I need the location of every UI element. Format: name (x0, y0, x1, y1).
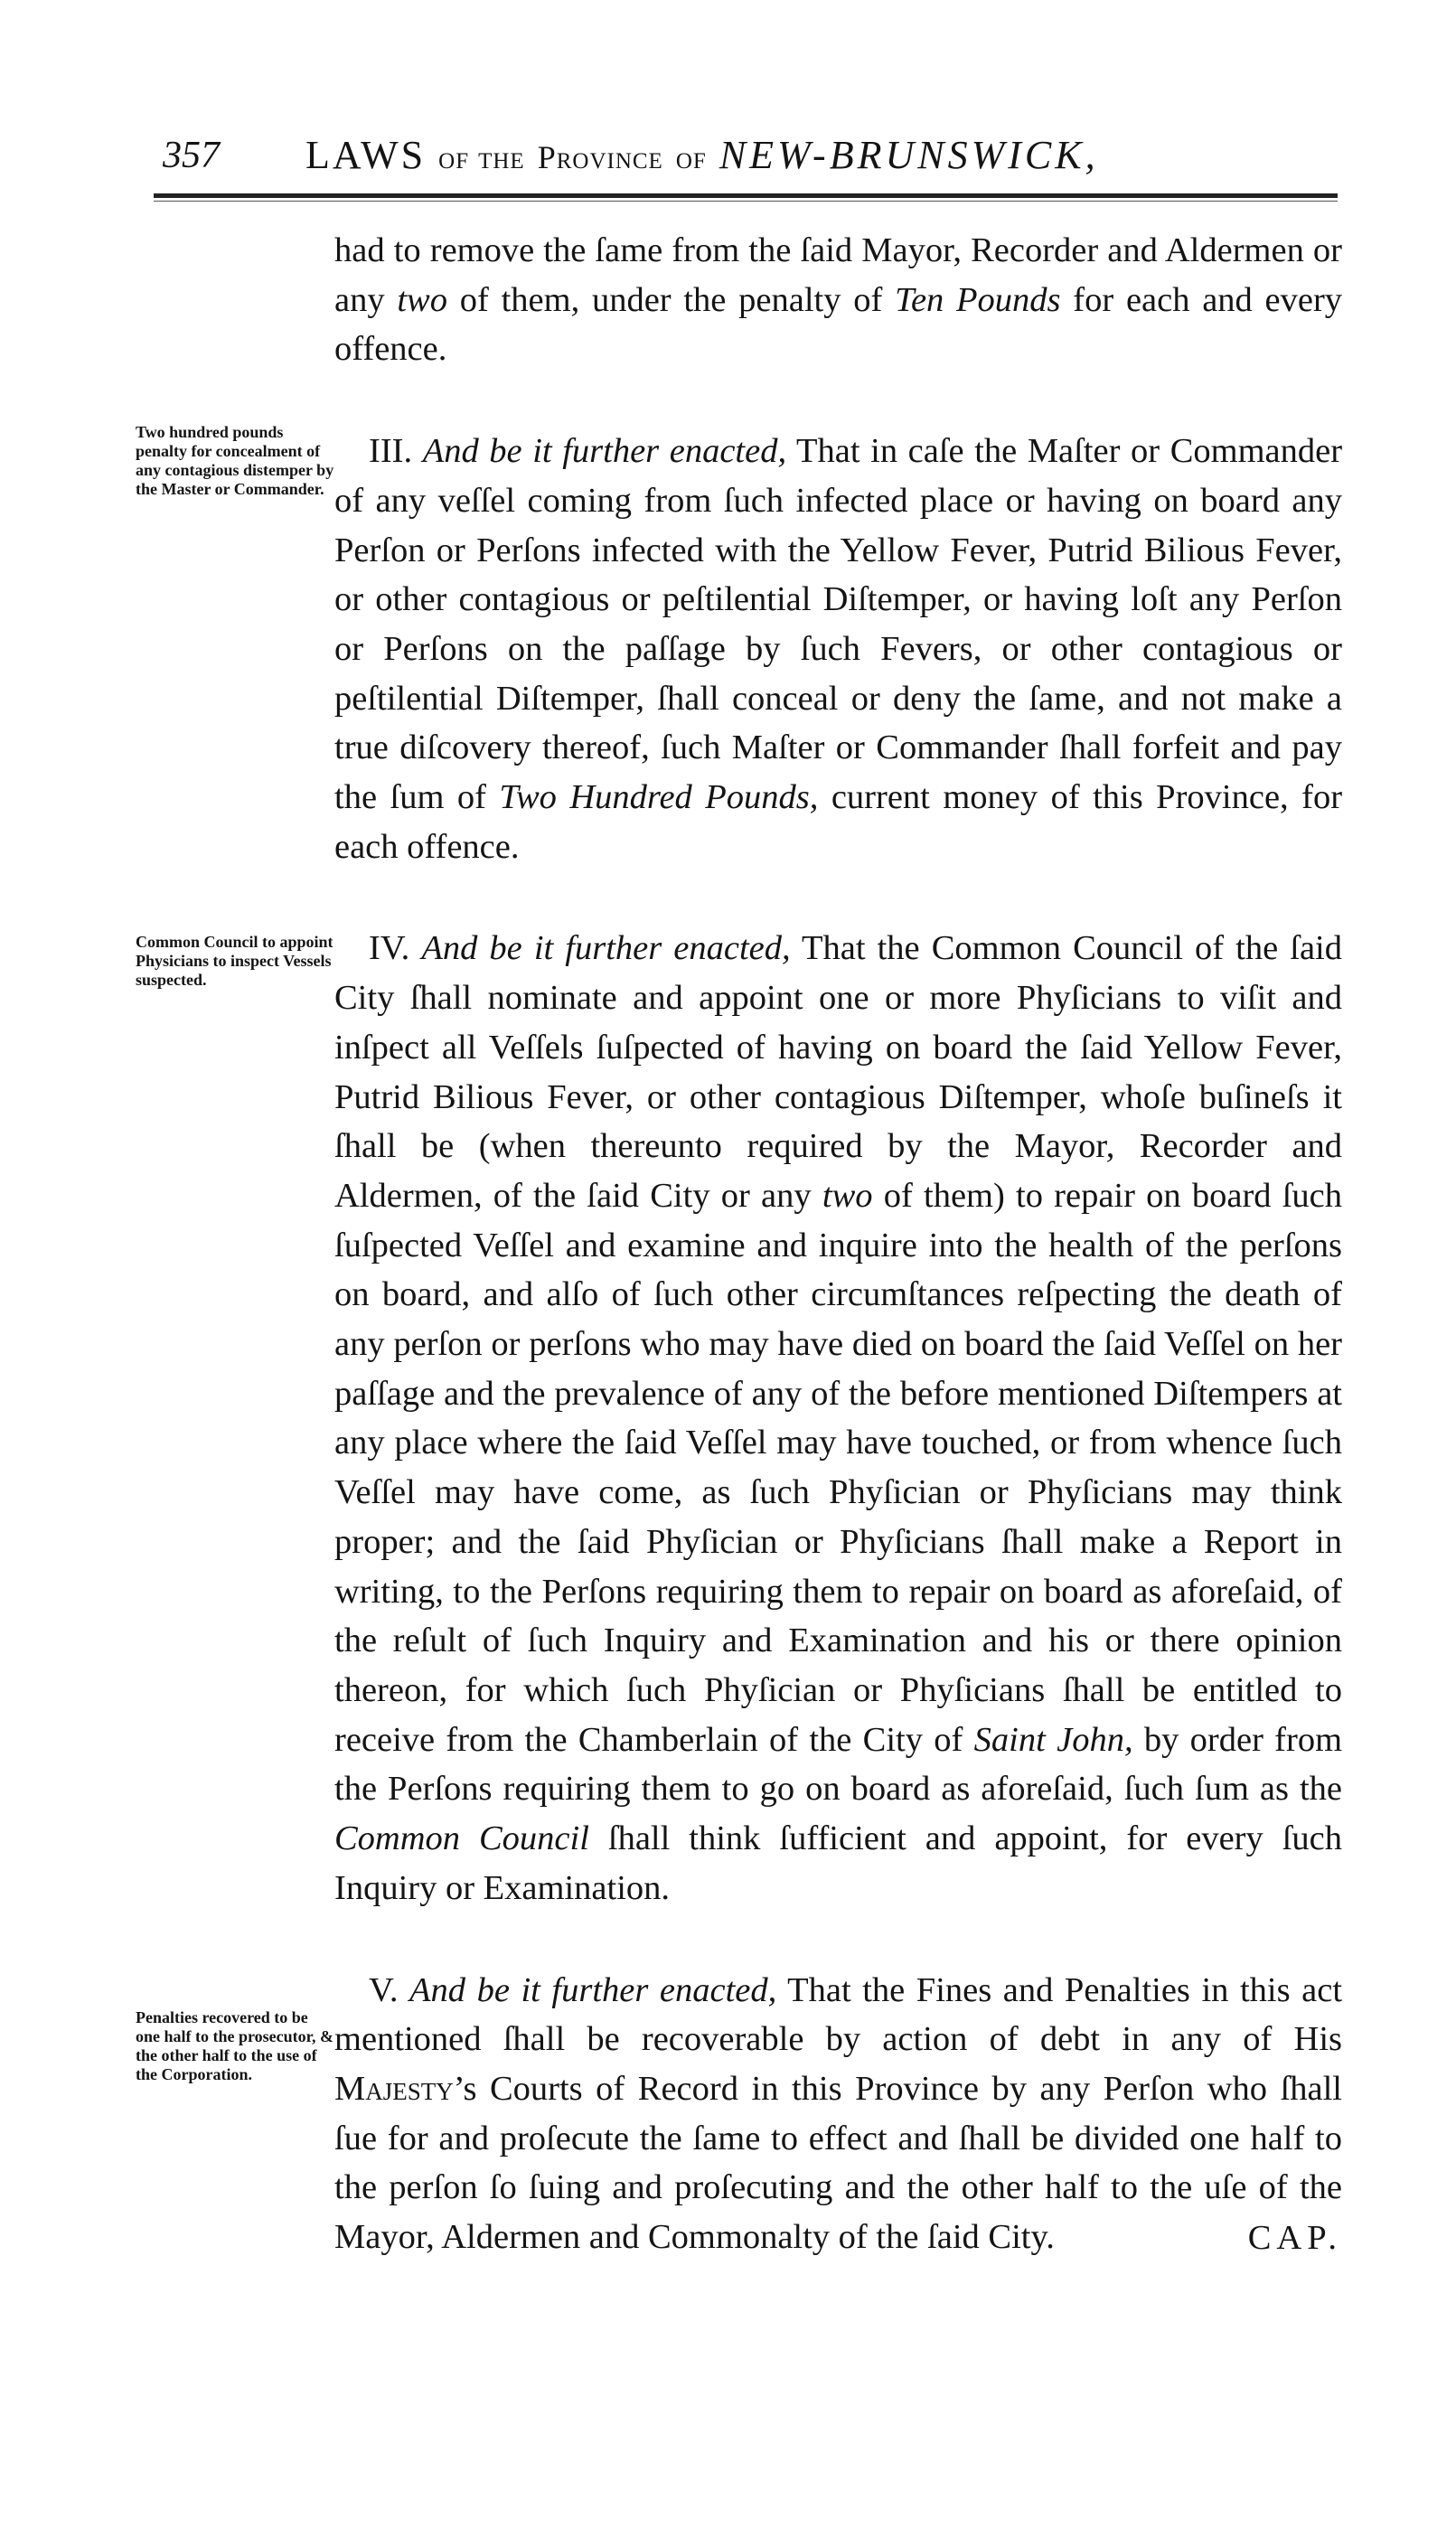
body-text (334, 226, 1342, 2262)
section-number: V. (369, 1970, 399, 2009)
header-rule-thin (154, 201, 1338, 202)
section-iii: III. And be it further enacted, That in caſe the Maſter or Commander of any veſſel coming from ſuch infected place or having on board any Perſon or Perſons infected with the Yellow Fever, Putrid Bilious Fever, or other contagious or peſtilential Diſtemper, or having loſt any Perſon or Perſons on the paſſage by ſuch Fevers, or other contagious or peſtilential Diſtemper, ſhall conceal or deny the ſame, and not make a true diſcovery thereof, ſuch Maſter or Commander ſhall forfeit and pay the ſum of Two Hundred Pounds, current money of this Province, for each offence. (334, 432, 1343, 866)
section-v: V. And be it further enacted, That the Fines and Penalties in this act mentioned ſhall be recoverable by action of debt in any of His Majesty’s Courts of Record in this Province by any Perſon who ſhall ſue for and proſecute the ſame to effect and ſhall be divided one half to the perſon ſo ſuing and proſecuting and the other half to the uſe of the Mayor, Aldermen and Commonalty of the ſaid City. (334, 1970, 1343, 2257)
section-lead: And be it further enacted, (421, 929, 791, 968)
section-number: III. (369, 432, 413, 471)
continuation-paragraph: had to remove the ſame from the ſaid Mayor, Recorder and Aldermen or any two of them, under the penalty of Ten Pounds for each and every offence. (334, 231, 1343, 369)
section-number: IV. (369, 929, 410, 968)
running-head (145, 127, 1365, 183)
title-of: of (675, 139, 707, 175)
title-of-the: of the (438, 139, 525, 175)
margin-note-recovery: Penalties recovered to be one half to the prosecutor, & the other half to the use of the Corporation. (136, 2008, 333, 2083)
title-province: Province (537, 139, 663, 175)
page-number: 357 (163, 135, 220, 176)
section-lead: And be it further enacted, (422, 432, 787, 471)
catchword: CAP. (1247, 2218, 1342, 2257)
section-iv: IV. And be it further enacted, That the Common Council of the ſaid City ſhall nominate and appoint one or more Phyſicians to viſit and inſpect all Veſſels ſuſpected of having on board the ſaid Yellow Fever, Putrid Bilious Fever, or other contagious Diſtemper, whoſe buſineſs it ſhall be (when thereunto required by the Mayor, Recorder and Aldermen, of the ſaid City or any two of them) to repair on board ſuch ſuſpected Veſſel and examine and inquire into the health of the perſons on board, and alſo of ſuch other circumſtances reſpecting the death of any perſon or perſons who may have died on board the ſaid Veſſel on her paſſage and the prevalence of any of the before mentioned Diſtempers at any place where the ſaid Veſſel may have touched, or from whence ſuch Veſſel may have come, as ſuch Phyſician or Phyſicians may think proper; and the ſaid Phyſician or Phyſicians ſhall make a Report in writing, to the Perſons requiring them to repair on board as aforeſaid, of the reſult of ſuch Inquiry and Examination and his or there opinion thereon, for which ſuch Phyſician or Phyſicians ſhall be entitled to receive from the Chamberlain of the City of Saint John, by order from the Perſons requiring them to go on board as aforeſaid, ſuch ſum as the Common Council ſhall think ſufficient and appoint, for every ſuch Inquiry or Examination. (334, 929, 1343, 1907)
title-region: NEW-BRUNSWICK, (719, 133, 1099, 177)
running-title (305, 132, 1099, 178)
margin-note-physicians: Common Council to appoint Physicians to inspect Vessels suspected. (136, 933, 333, 989)
title-laws: LAWS (305, 133, 427, 177)
section-lead: And be it further enacted, (409, 1970, 777, 2009)
header-rule (154, 193, 1338, 198)
margin-note-penalty: Two hundred pounds penalty for concealment of any contagious distemper by the Master or Commander. (136, 423, 334, 498)
